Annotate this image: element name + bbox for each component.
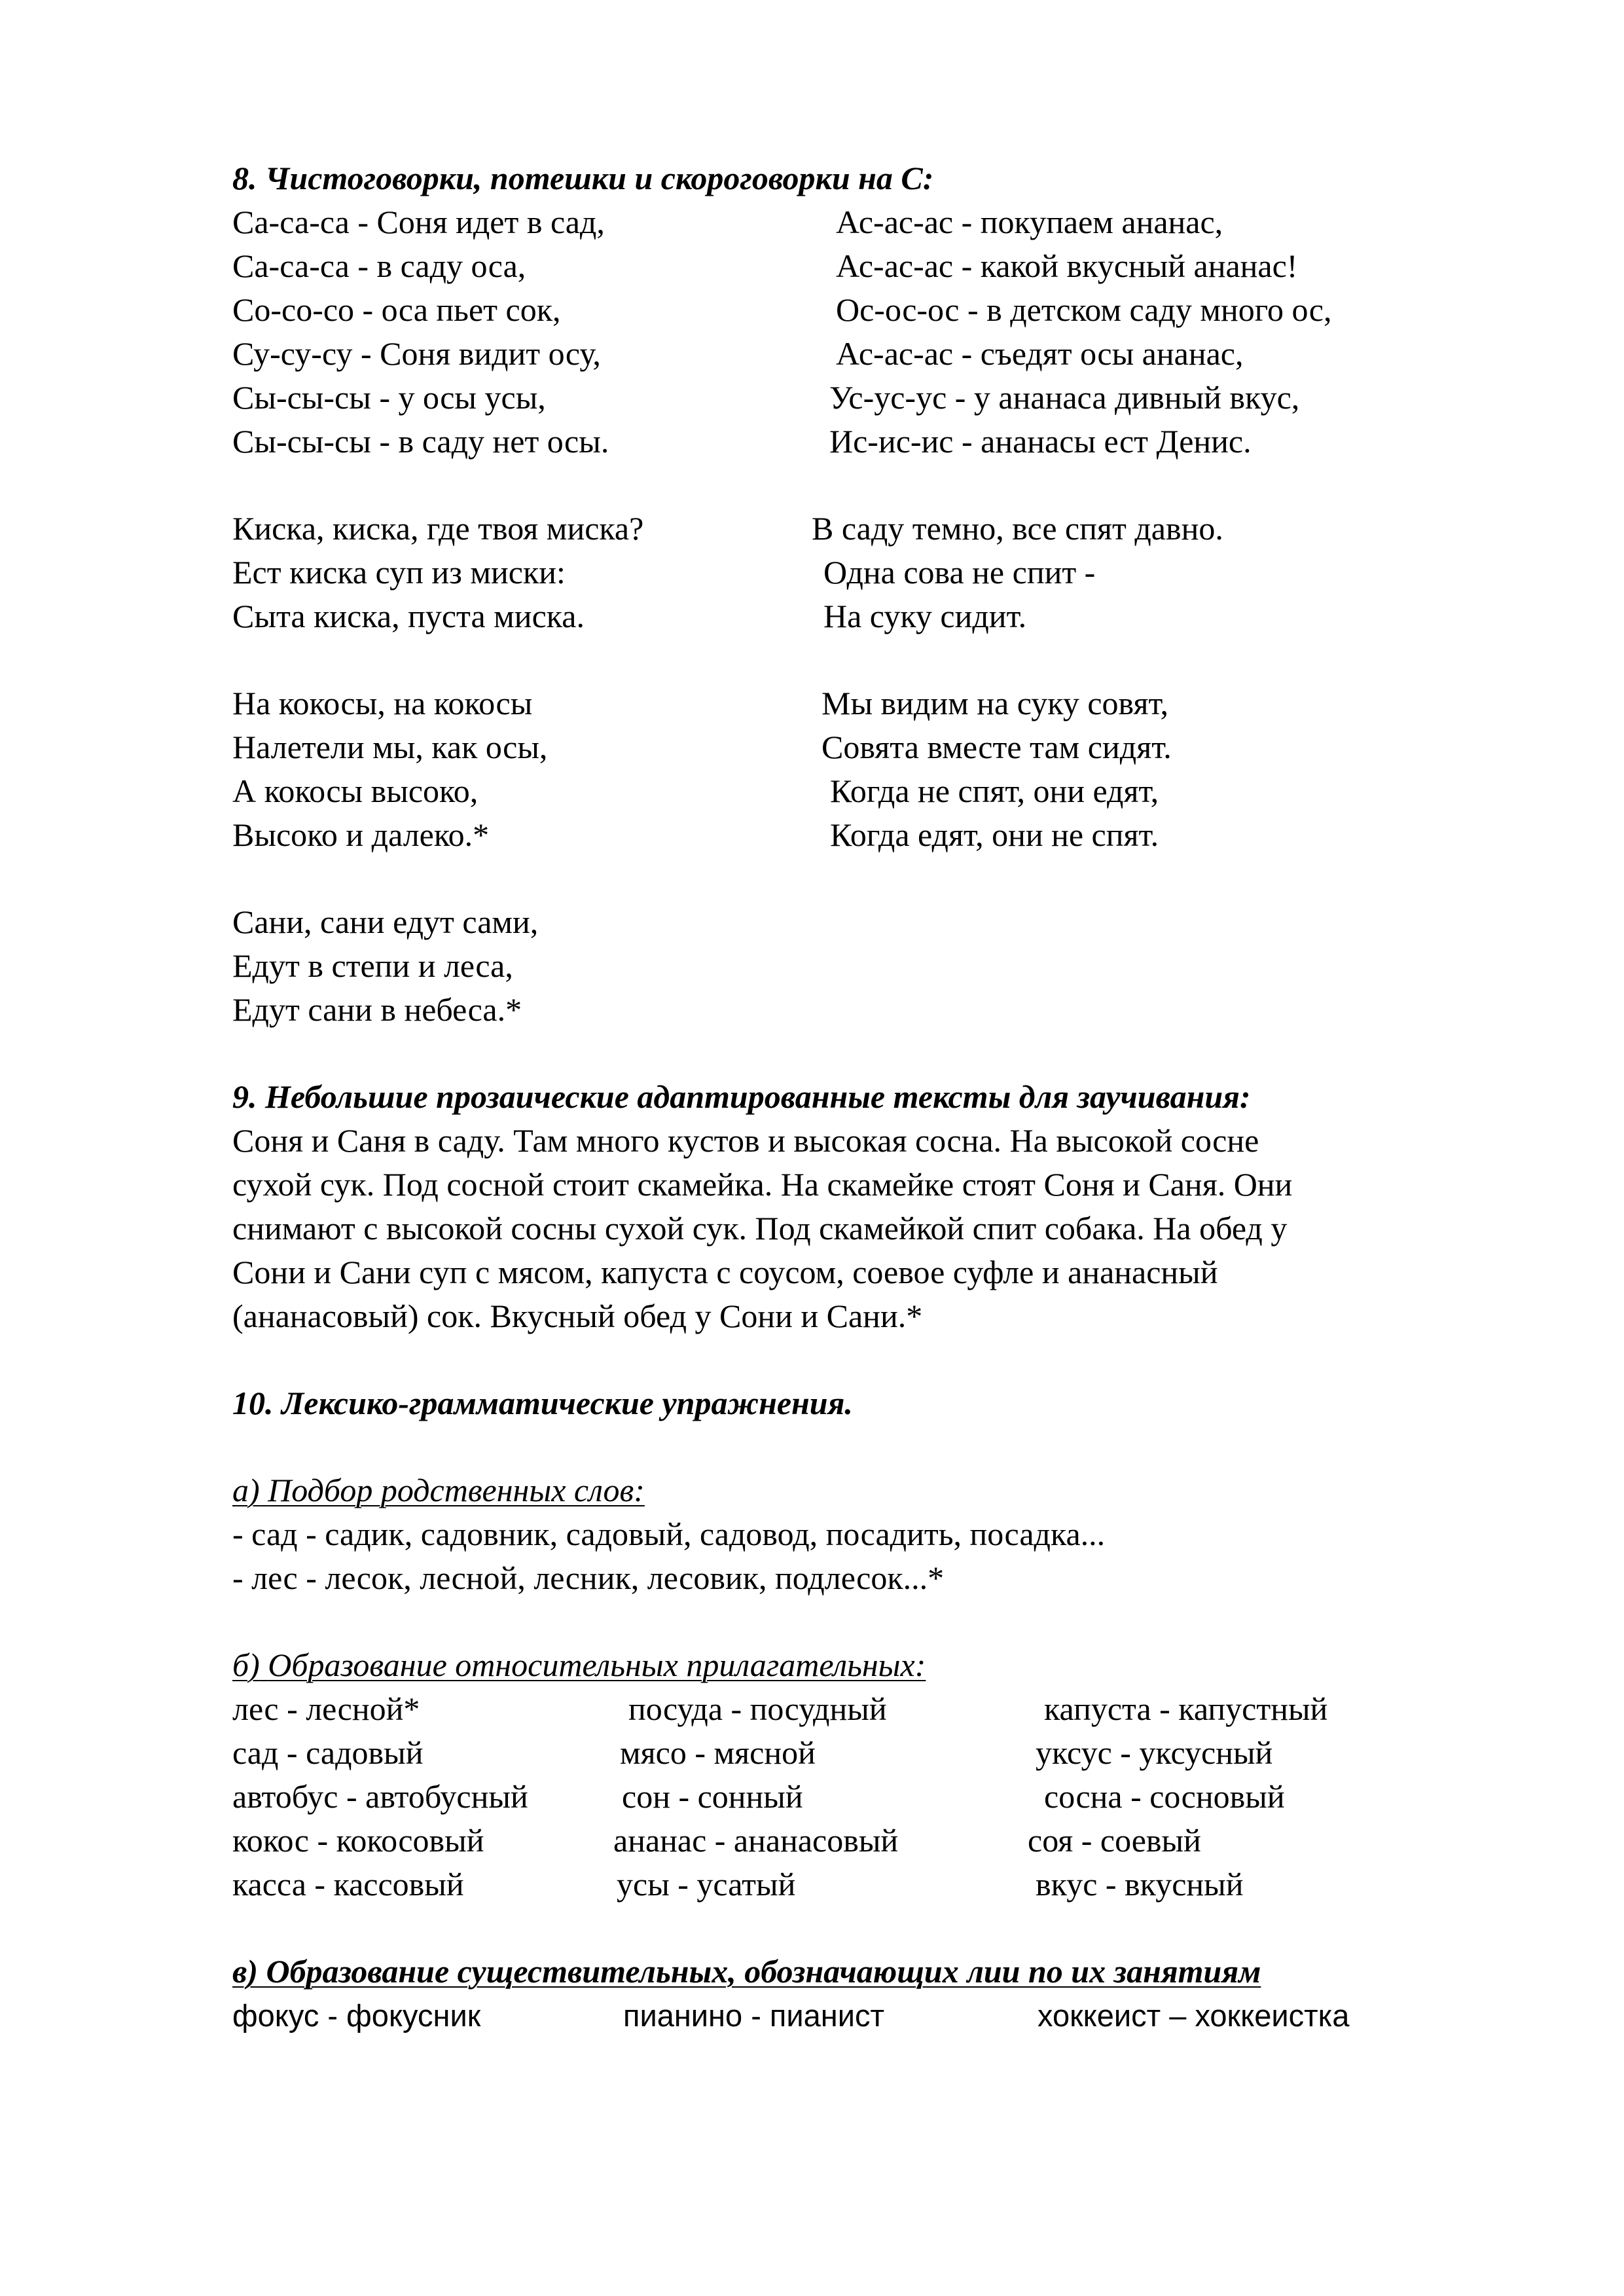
section-8-heading: 8. Чистоговорки, потешки и скороговорки на С: xyxy=(232,160,934,196)
poem-line: На суку сидит. xyxy=(823,598,1027,634)
prose-line: Соня и Саня в саду. Там много кустов и высокая сосна. На высокой сосне xyxy=(232,1122,1259,1159)
exercise-c-title-text: Образование существительных, обозначающих лии по их занятиям xyxy=(266,1953,1261,1990)
section-10-heading: 10. Лексико-грамматические упражнения. xyxy=(232,1385,853,1421)
exercise-a-title xyxy=(232,1474,645,1506)
tongue-twister-left: Са-са-са - Соня идет в сад, xyxy=(232,204,605,240)
prose-line: Сони и Сани суп с мясом, капуста с соусом, соевое суфле и ананасный xyxy=(232,1254,1218,1290)
prose-line: сухой сук. Под сосной стоит скамейка. На скамейке стоят Соня и Саня. Они xyxy=(232,1166,1293,1203)
related-words-line: - сад - садик, садовник, садовый, садовод, посадить, посадка... xyxy=(232,1516,1106,1552)
exercise-c-letter: в) xyxy=(232,1953,258,1990)
tongue-twister-right: Ас-ас-ас - какой вкусный ананас! xyxy=(836,247,1298,284)
poem-line: Сани, сани едут сами, xyxy=(232,903,539,940)
exercise-a-letter: а) xyxy=(232,1472,260,1508)
adjective-pair: капуста - капустный xyxy=(1044,1690,1328,1727)
exercise-b-title-text: Образование относительных прилагательных: xyxy=(268,1647,926,1683)
poem-line: Совята вместе там сидят. xyxy=(821,729,1172,765)
exercise-b-letter: б) xyxy=(232,1647,260,1683)
tongue-twister-left: Сы-сы-сы - у осы усы, xyxy=(232,379,546,416)
adjective-pair: вкус - вкусный xyxy=(1036,1866,1244,1903)
adjective-pair: мясо - мясной xyxy=(620,1734,816,1771)
tongue-twister-left: Сы-сы-сы - в саду нет осы. xyxy=(232,423,609,460)
poem-line: Одна сова не спит - xyxy=(823,554,1096,591)
adjective-pair: посуда - посудный xyxy=(628,1690,887,1727)
noun-pair: хоккеист – хоккеистка xyxy=(1038,1998,1350,2033)
tongue-twister-right: Ас-ас-ас - покупаем ананас, xyxy=(836,204,1223,240)
poem-line: Налетели мы, как осы, xyxy=(232,729,548,765)
poem-line: Мы видим на суку совят, xyxy=(821,685,1169,721)
exercise-c-title xyxy=(232,1955,1261,1988)
poem-line: Когда едят, они не спят. xyxy=(830,816,1159,853)
prose-line: (ананасовый) сок. Вкусный обед у Сони и Сани.* xyxy=(232,1298,923,1334)
poem-line: Когда не спят, они едят, xyxy=(830,773,1159,809)
poem-line: В саду темно, все спят давно. xyxy=(812,510,1223,547)
adjective-pair: соя - соевый xyxy=(1028,1822,1201,1859)
section-9-heading: 9. Небольшие прозаические адаптированные тексты для заучивания: xyxy=(232,1078,1251,1115)
noun-pair: пианино - пианист xyxy=(623,1998,884,2033)
related-words-line: - лес - лесок, лесной, лесник, лесовик, подлесок...* xyxy=(232,1559,945,1596)
prose-line: снимают с высокой сосны сухой сук. Под скамейкой спит собака. На обед у xyxy=(232,1210,1288,1247)
adjective-pair: уксус - уксусный xyxy=(1036,1734,1273,1771)
tongue-twister-right: Ис-ис-ис - ананасы ест Денис. xyxy=(829,423,1252,460)
exercise-a-title-text: Подбор родственных слов: xyxy=(268,1472,645,1508)
tongue-twister-left: Со-со-со - оса пьет сок, xyxy=(232,291,561,328)
poem-line: Высоко и далеко.* xyxy=(232,816,490,853)
poem-line: На кокосы, на кокосы xyxy=(232,685,533,721)
adjective-pair: сад - садовый xyxy=(232,1734,424,1771)
adjective-pair: сон - сонный xyxy=(622,1778,803,1815)
poem-line: Едут сани в небеса.* xyxy=(232,991,522,1028)
adjective-pair: касса - кассовый xyxy=(232,1866,464,1903)
adjective-pair: ананас - ананасовый xyxy=(613,1822,899,1859)
poem-line: Сыта киска, пуста миска. xyxy=(232,598,585,634)
poem-line: А кокосы высоко, xyxy=(232,773,478,809)
adjective-pair: сосна - сосновый xyxy=(1044,1778,1285,1815)
adjective-pair: автобус - автобусный xyxy=(232,1778,528,1815)
tongue-twister-right: Ос-ос-ос - в детском саду много ос, xyxy=(836,291,1332,328)
noun-pair: фокус - фокусник xyxy=(232,1998,481,2033)
exercise-b-title xyxy=(232,1649,926,1681)
tongue-twister-right: Ус-ус-ус - у ананаса дивный вкус, xyxy=(829,379,1300,416)
poem-line: Едут в степи и леса, xyxy=(232,947,513,984)
poem-line: Ест киска суп из миски: xyxy=(232,554,566,591)
poem-line: Киска, киска, где твоя миска? xyxy=(232,510,644,547)
tongue-twister-left: Са-са-са - в саду оса, xyxy=(232,247,526,284)
adjective-pair: усы - усатый xyxy=(617,1866,796,1903)
adjective-pair: кокос - кокосовый xyxy=(232,1822,484,1859)
adjective-pair: лес - лесной* xyxy=(232,1690,420,1727)
tongue-twister-right: Ас-ас-ас - съедят осы ананас, xyxy=(836,335,1244,372)
tongue-twister-left: Су-су-су - Соня видит осу, xyxy=(232,335,601,372)
